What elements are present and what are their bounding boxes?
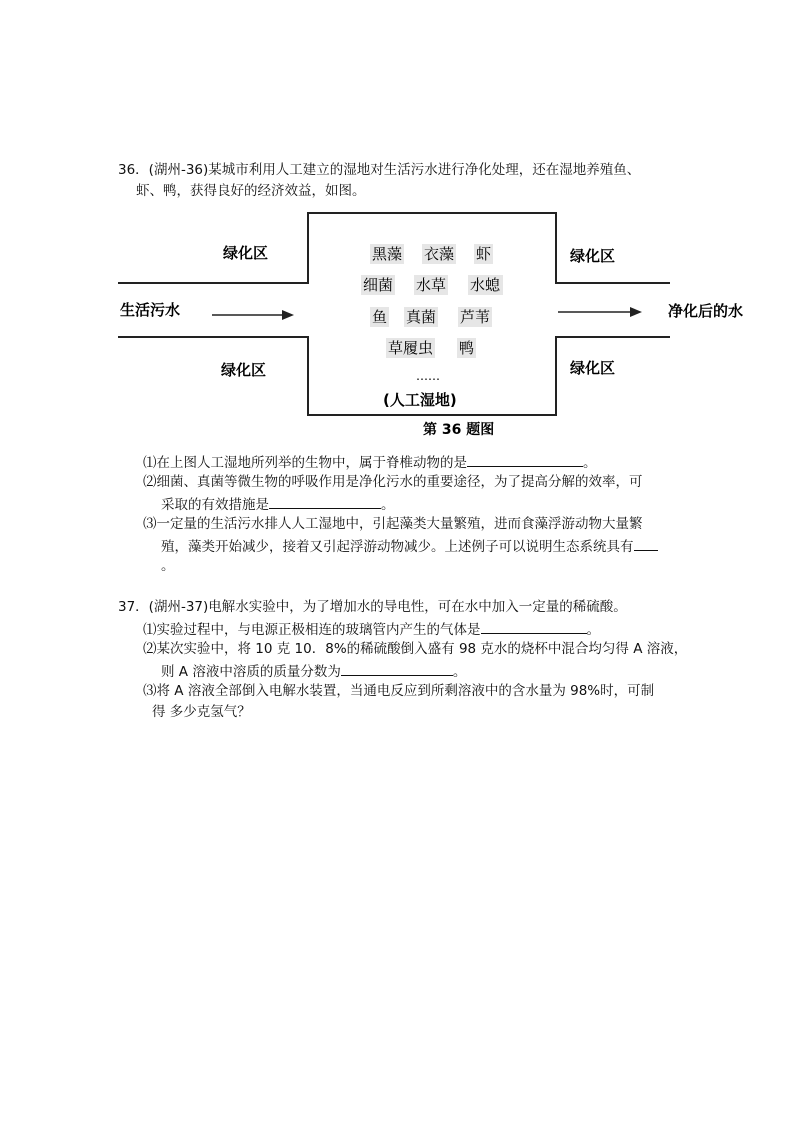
answer-blank[interactable] [467, 452, 583, 467]
organism-reed: 芦苇 [460, 308, 491, 326]
green-zone-label-bottom-right: 绿化区 [570, 359, 616, 377]
q37-sub2-end: 。 [452, 664, 467, 680]
organism-fish: 鱼 [372, 308, 388, 326]
q37-sub2-line2 [161, 661, 466, 681]
q36-sub2-line2 [161, 494, 395, 514]
outlet-label: 净化后的水 [668, 302, 744, 320]
q36-sub3-text: 殖，藻类开始减少，接着又引起浮游动物减少。上述例子可以说明生态系统具有 [161, 539, 634, 555]
green-zone-label-top-right: 绿化区 [570, 247, 616, 265]
q36-sub2-text: 采取的有效措施是 [161, 497, 269, 513]
organism-shrimp: 虾 [476, 245, 492, 263]
organism-black-algae: 黑藻 [372, 245, 403, 263]
answer-blank[interactable] [269, 494, 381, 509]
inlet-label: 生活污水 [120, 301, 181, 319]
outlet-arrow [558, 307, 642, 317]
q36-sub3-line1: ⑶一定量的生活污水排人人工湿地中，引起藻类大量繁殖，进而食藻浮游动物大量繁 [143, 516, 643, 532]
q37-sub1 [143, 619, 600, 639]
q36-stem-line2: 虾、鸭，获得良好的经济效益，如图。 [136, 183, 366, 199]
artificial-wetland-diagram [118, 205, 764, 443]
organism-water-grass: 水草 [416, 276, 447, 294]
q36-sub1 [143, 452, 597, 472]
q37-sub3-line2: 得 多少克氢气？ [152, 704, 251, 720]
green-zone-label-bottom-left: 绿化区 [221, 361, 267, 379]
q36-sub1-end: 。 [583, 455, 597, 471]
q36-stem-line1: 36．(湖州-36)某城市利用人工建立的湿地对生活污水进行净化处理，还在湿地养殖鱼、 [118, 162, 641, 178]
figure-caption: 第 36 题图 [423, 422, 495, 438]
q37-stem: 37．(湖州-37)电解水实验中，为了增加水的导电性，可在水中加入一定量的稀硫酸。 [118, 599, 627, 615]
q36-sub3-line2 [161, 536, 658, 556]
q37-sub3-line1: ⑶将 A 溶液全部倒入电解水装置，当通电反应到所剩溶液中的含水量为 98%时，可制 [143, 683, 655, 699]
answer-blank[interactable] [341, 661, 453, 676]
inlet-arrow [212, 310, 294, 320]
q36-sub1-text: ⑴在上图人工湿地所列举的生物中，属于脊椎动物的是 [143, 455, 467, 471]
organism-chlamydomonas: 衣藻 [424, 245, 455, 263]
wetland-label: (人工湿地) [383, 391, 457, 409]
q36-sub2-line1: ⑵细菌、真菌等微生物的呼吸作用是净化污水的重要途径，为了提高分解的效率，可 [143, 474, 643, 490]
organism-hydra: 水螅 [470, 276, 501, 294]
q37-sub1-end: 。 [586, 622, 600, 638]
q36-sub3-line3: 。 [161, 558, 175, 574]
q36-sub2-end: 。 [381, 497, 395, 513]
answer-blank[interactable] [481, 619, 587, 634]
q37-sub2-line1: ⑵某次实验中，将 10 克 10．8%的稀硫酸倒入盛有 98 克水的烧杯中混合均匀得 A 溶液， [143, 641, 688, 657]
green-zone-label-top-left: 绿化区 [223, 244, 269, 262]
q37-sub1-text: ⑴实验过程中，与电源正极相连的玻璃管内产生的气体是 [143, 622, 481, 638]
organism-paramecium: 草履虫 [388, 339, 434, 357]
organism-bacteria: 细菌 [363, 276, 394, 294]
q37-sub2-text: 则 A 溶液中溶质的质量分数为 [161, 664, 341, 680]
answer-blank[interactable] [634, 536, 658, 551]
organism-duck: 鸭 [459, 339, 475, 357]
organism-ellipsis: …… [416, 369, 440, 383]
organism-fungi: 真菌 [406, 308, 437, 326]
